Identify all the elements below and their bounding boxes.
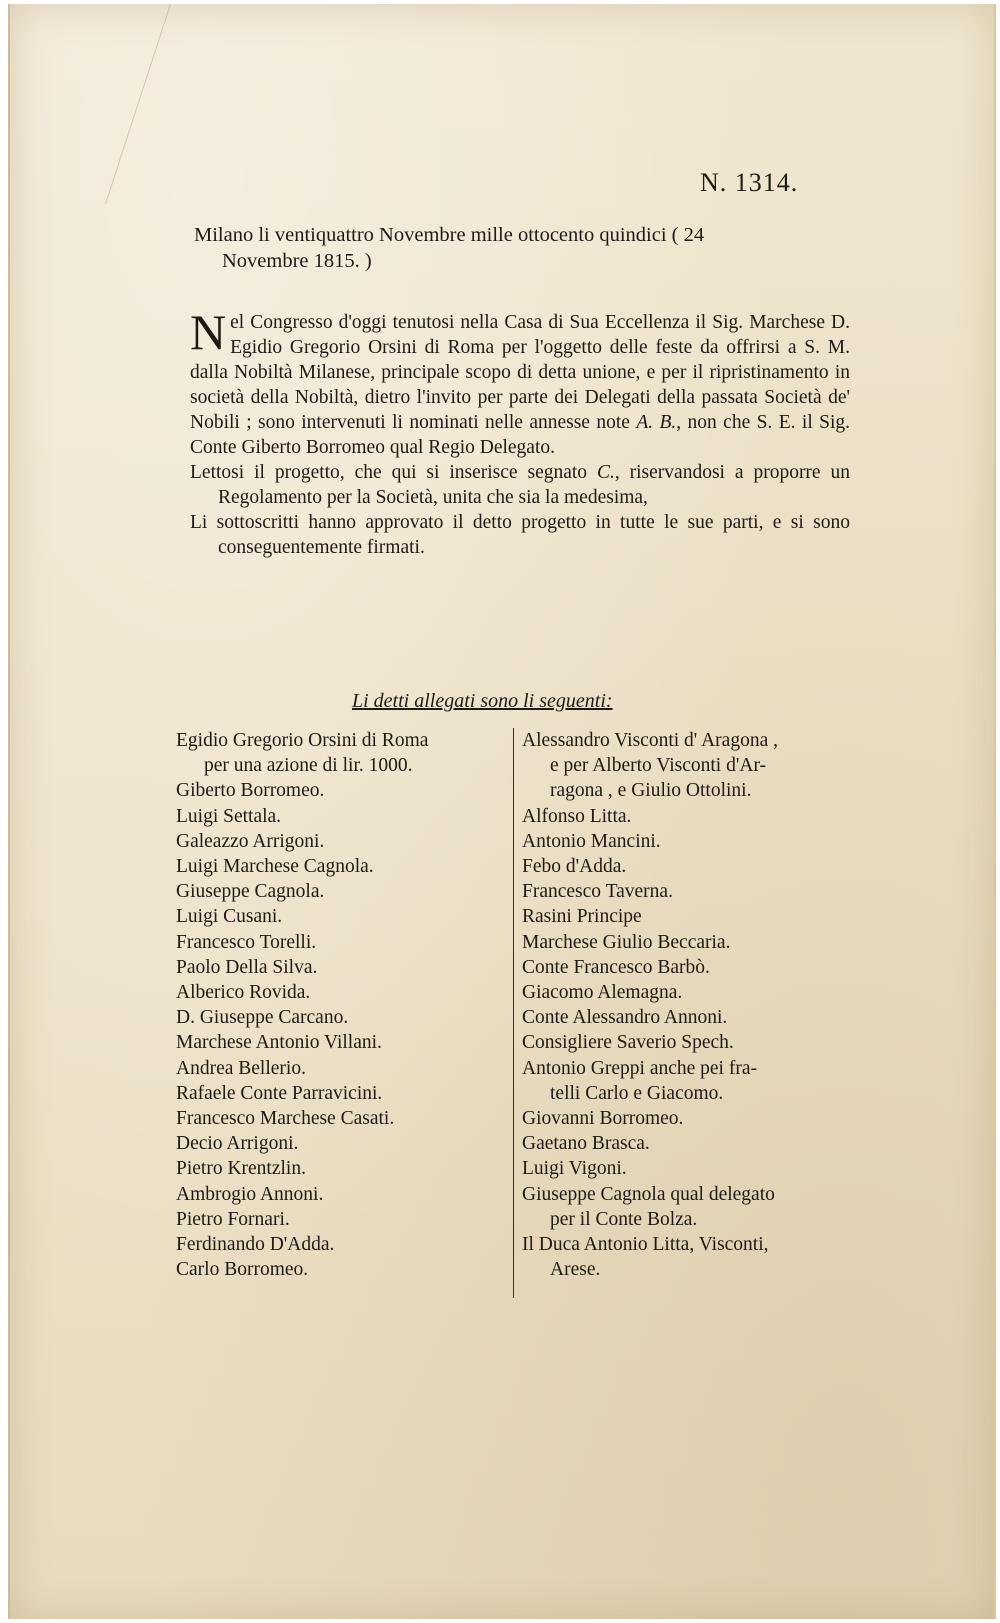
paragraph-congresso-text: el Congresso d'oggi tenutosi nella Casa di Sua Eccellenza il Sig. Marchese D. Egidio Gregorio Orsini di Roma per l'oggetto delle feste da offrirsi a S. M. dalla Nobiltà Milanese, principale scopo di detta unione, e per il ripristinamento in società della Nobiltà, dietro l'invito per parte dei Delegati della passata Società de' Nobili ; sono intervenuti li nominati nelle annesse note xyxy=(190,312,850,433)
signatory-entry xyxy=(522,1232,867,1282)
signatory-name: Giovanni Borromeo. xyxy=(522,1108,684,1130)
signatory-name: Consigliere Saverio Spech. xyxy=(522,1032,734,1054)
signatory-name: Giuseppe Cagnola qual delegato xyxy=(522,1183,775,1205)
paragraph-sottoscritti-text: Li sottoscritti hanno approvato il detto progetto in tutte le sue parti, e si sono conseguentemente firmati. xyxy=(190,512,850,558)
signatory-continuation: Arese. xyxy=(550,1259,601,1281)
signatory-entry xyxy=(176,930,516,955)
signatory-name: Luigi Marchese Cagnola. xyxy=(176,856,374,878)
signatory-name: Luigi Cusani. xyxy=(176,906,283,928)
signatory-entry xyxy=(176,980,516,1005)
signatory-entry xyxy=(176,1056,516,1081)
paragraph-congresso xyxy=(190,304,851,460)
signatory-entry xyxy=(522,854,867,879)
signatory-entry xyxy=(176,1232,516,1257)
signatory-name: Gaetano Brasca. xyxy=(522,1133,650,1155)
signatory-entry xyxy=(176,829,516,854)
signatory-entry xyxy=(176,1257,516,1282)
signatory-entry xyxy=(522,955,867,980)
signatory-entry xyxy=(176,1106,516,1131)
signatory-entry xyxy=(522,1182,867,1232)
drop-cap: N xyxy=(190,304,227,360)
signatory-entry xyxy=(522,904,867,929)
signatory-name: Rasini Principe xyxy=(522,906,642,928)
paragraph-progetto-start: Lettosi il progetto, che qui si inserisce segnato xyxy=(190,462,588,483)
signatory-entry xyxy=(176,955,516,980)
signatory-entry xyxy=(176,778,516,803)
signatory-name: Alfonso Litta. xyxy=(522,805,632,827)
signatory-name: Ferdinando D'Adda. xyxy=(176,1234,335,1256)
signatory-continuation: ragona , e Giulio Ottolini. xyxy=(550,780,752,802)
signatory-entry xyxy=(176,804,516,829)
signatory-name: Febo d'Adda. xyxy=(522,856,627,878)
signatory-name: Luigi Settala. xyxy=(176,805,282,827)
document-body xyxy=(190,304,851,560)
signatory-name: Francesco Torelli. xyxy=(176,931,317,953)
signatory-entry xyxy=(176,1030,516,1055)
signatory-name: Francesco Marchese Casati. xyxy=(176,1108,395,1130)
notes-reference: A. B. xyxy=(636,412,677,433)
signatory-name: Alberico Rovida. xyxy=(176,982,311,1004)
signatory-entry xyxy=(522,1005,867,1030)
signatory-entry xyxy=(522,829,867,854)
signatory-entry xyxy=(522,980,867,1005)
signatory-name: Conte Alessandro Annoni. xyxy=(522,1007,728,1029)
signatory-entry xyxy=(176,1081,516,1106)
signatories-list-a xyxy=(176,728,516,1282)
signatory-entry xyxy=(176,728,516,778)
signatory-entry xyxy=(522,1030,867,1055)
signatory-name: Il Duca Antonio Litta, Visconti, xyxy=(522,1234,769,1256)
date-header-line-2: Novembre 1815. ) xyxy=(222,250,372,272)
signatory-name: Luigi Vigoni. xyxy=(522,1158,627,1180)
signatory-name: Pietro Fornari. xyxy=(176,1208,290,1230)
signatory-entry xyxy=(522,1156,867,1181)
signatory-name: Giacomo Alemagna. xyxy=(522,982,683,1004)
signatory-name: Conte Francesco Barbò. xyxy=(522,956,710,978)
signatory-name: Antonio Greppi anche pei fra- xyxy=(522,1057,757,1079)
signatory-name: Marchese Giulio Beccaria. xyxy=(522,931,731,953)
document-number: N. 1314. xyxy=(700,168,799,197)
signatory-name: Ambrogio Annoni. xyxy=(176,1183,324,1205)
signatory-continuation: e per Alberto Visconti d'Ar- xyxy=(550,755,767,777)
signatory-continuation: telli Carlo e Giacomo. xyxy=(550,1082,724,1104)
signatory-entry xyxy=(522,1056,867,1106)
signatory-entry xyxy=(176,1156,516,1181)
signatory-name: Pietro Krentzlin. xyxy=(176,1158,306,1180)
signatory-name: Rafaele Conte Parravicini. xyxy=(176,1082,383,1104)
allegati-heading-text: Li detti allegati sono li seguenti: xyxy=(352,690,613,712)
signatory-entry xyxy=(176,904,516,929)
signatory-entry xyxy=(522,804,867,829)
signatories-list-b xyxy=(522,728,867,1282)
column-divider xyxy=(513,728,514,1298)
allegati-heading xyxy=(352,690,613,713)
signatory-entry xyxy=(522,930,867,955)
signatory-name: Antonio Mancini. xyxy=(522,830,661,852)
date-header xyxy=(194,222,854,274)
signatory-entry xyxy=(176,1131,516,1156)
date-header-line-1: Milano li ventiquattro Novembre mille ottocento quindici ( 24 xyxy=(194,224,705,246)
progetto-reference: C. xyxy=(596,462,615,483)
signatory-entry xyxy=(522,1106,867,1131)
signatory-name: Francesco Taverna. xyxy=(522,881,673,903)
signatory-entry xyxy=(176,1005,516,1030)
signatory-entry xyxy=(176,1207,516,1232)
signatory-continuation: per il Conte Bolza. xyxy=(550,1208,698,1230)
paragraph-progetto-end: , riservandosi a proporre un Regolamento per la Società, unita che sia la medesima, xyxy=(218,462,851,508)
signatory-continuation: per una azione di lir. 1000. xyxy=(204,755,413,777)
signatory-name: Marchese Antonio Villani. xyxy=(176,1032,382,1054)
signatory-name: Giberto Borromeo. xyxy=(176,780,325,802)
paper-fold xyxy=(0,4,171,204)
signatory-name: Giuseppe Cagnola. xyxy=(176,881,325,903)
signatory-name: Alessandro Visconti d' Aragona , xyxy=(522,730,778,751)
signatory-entry xyxy=(176,879,516,904)
signatory-entry xyxy=(176,854,516,879)
paragraph-progetto xyxy=(190,460,850,510)
signatory-entry xyxy=(522,1131,867,1156)
signatory-name: Galeazzo Arrigoni. xyxy=(176,830,325,852)
paragraph-congresso-end: , non che S. E. il Sig. Conte Giberto Borromeo qual Regio Delegato. xyxy=(190,412,851,458)
signatory-name: Egidio Gregorio Orsini di Roma xyxy=(176,730,429,751)
signatory-name: Paolo Della Silva. xyxy=(176,956,318,978)
paragraph-sottoscritti xyxy=(190,510,850,560)
signatory-name: Decio Arrigoni. xyxy=(176,1133,299,1155)
signatory-name: Andrea Bellerio. xyxy=(176,1057,306,1079)
signatory-entry xyxy=(522,728,867,804)
signatory-entry xyxy=(176,1182,516,1207)
signatory-entry xyxy=(522,879,867,904)
signatory-name: D. Giuseppe Carcano. xyxy=(176,1007,349,1029)
signatory-name: Carlo Borromeo. xyxy=(176,1259,309,1281)
